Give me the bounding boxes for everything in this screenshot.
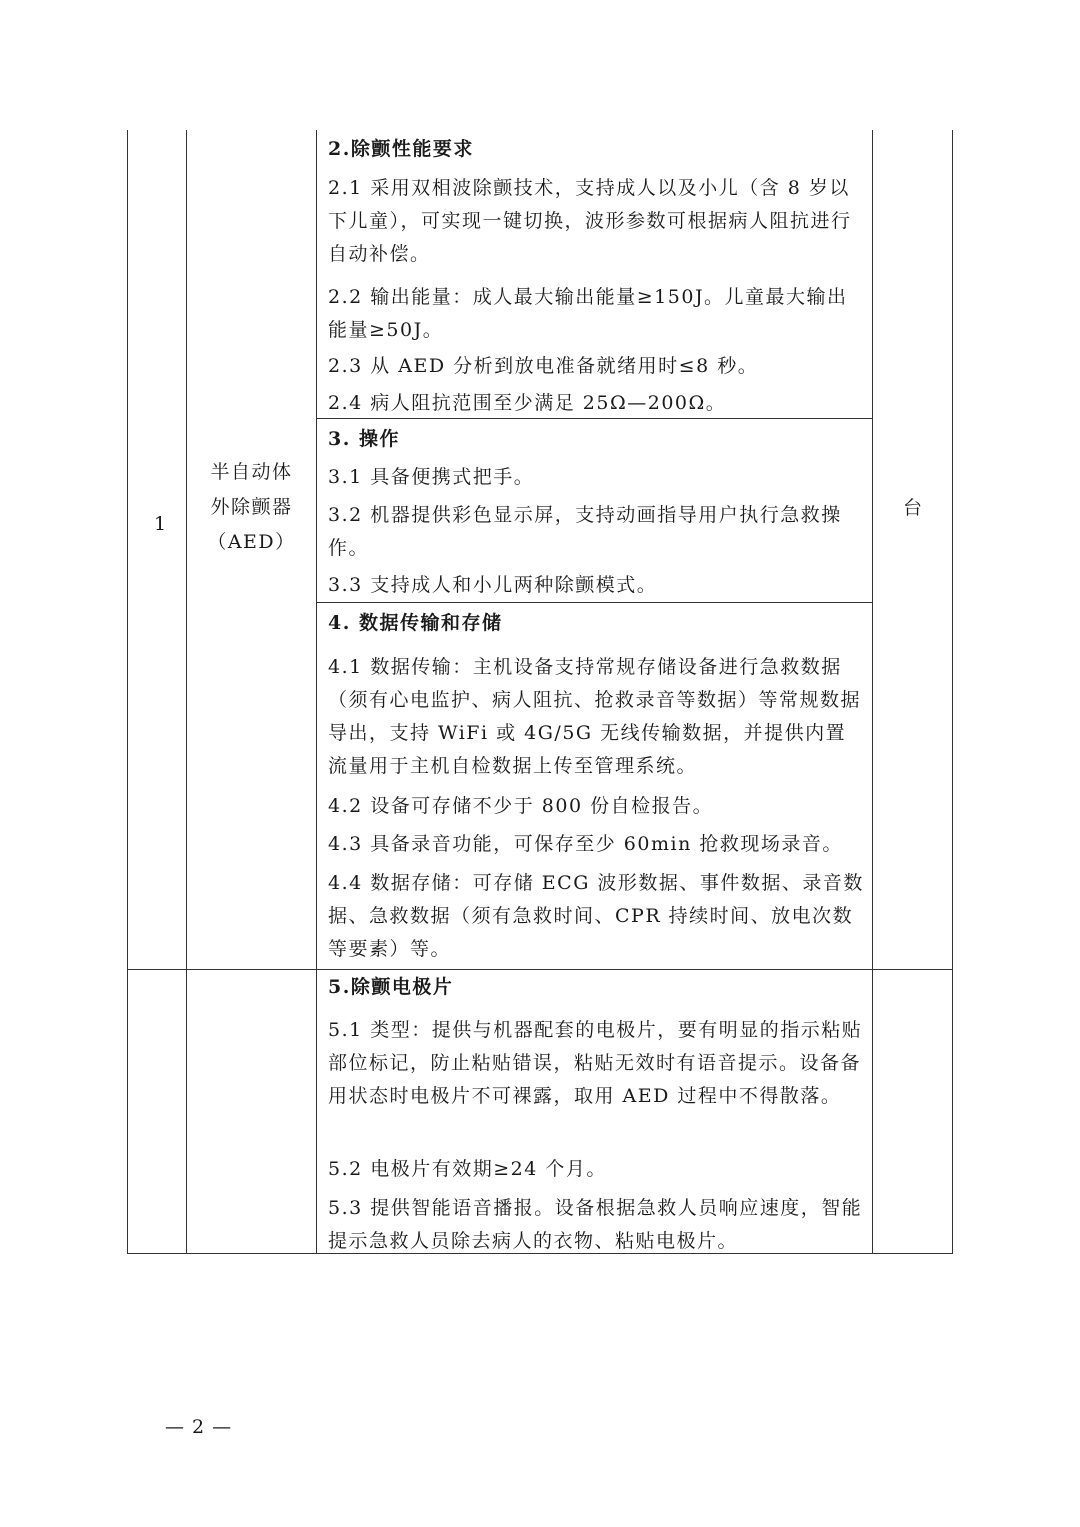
page-number: — 2 — — [165, 1416, 233, 1438]
row1-item-name — [187, 455, 316, 560]
spec-item-3-1: 3.1 具备便携式把手。 — [328, 466, 535, 488]
table-col-divider-2 — [316, 130, 317, 1254]
table-border-right — [952, 130, 953, 1254]
spec-item-5-3: 5.3 提供智能语音播报。设备根据急救人员响应速度，智能提示急救人员除去病人的衣物、粘贴电极片。 — [328, 1197, 863, 1252]
spec-item-2-4: 2.4 病人阻抗范围至少满足 25Ω—200Ω。 — [328, 392, 727, 414]
spec-item-4-2: 4.2 设备可存储不少于 800 份自检报告。 — [328, 795, 714, 817]
spec-item-4-3: 4.3 具备录音功能，可保存至少 60min 抢救现场录音。 — [328, 833, 843, 855]
item-name-line: 半自动体 — [210, 461, 293, 483]
section-2-heading: 2.除颤性能要求 — [328, 138, 474, 160]
spec-item-3-3: 3.3 支持成人和小儿两种除颤模式。 — [328, 574, 658, 596]
section-4-heading: 4. 数据传输和存储 — [328, 612, 503, 634]
table-col-divider-3 — [872, 130, 873, 1254]
spec-item-4-4: 4.4 数据存储：可存储 ECG 波形数据、事件数据、录音数据、急救数据（须有急救时间、CPR 持续时间、放电次数等要素）等。 — [328, 872, 864, 960]
item-name-line: （AED） — [207, 531, 296, 553]
spec-item-3-2: 3.2 机器提供彩色显示屏，支持动画指导用户执行急救操作。 — [328, 504, 842, 559]
item-name-line: 外除颤器 — [210, 496, 293, 518]
row1-index: 1 — [154, 513, 168, 535]
row1-unit: 台 — [903, 497, 924, 519]
row-divider — [127, 969, 953, 970]
spec-item-2-3: 2.3 从 AED 分析到放电准备就绪用时≤8 秒。 — [328, 355, 759, 377]
table-col-divider-1 — [186, 130, 187, 1254]
spec-item-4-1: 4.1 数据传输：主机设备支持常规存储设备进行急救数据（须有心电监护、病人阻抗、抢救录音等数据）等常规数据导出，支持 WiFi 或 4G/5G 无线传输数据，并提供内置流量用于主机自检数据上传至管理系统。 — [328, 656, 862, 777]
spec-item-5-1: 5.1 类型：提供与机器配套的电极片，要有明显的指示粘贴部位标记，防止粘贴错误，粘贴无效时有语音提示。设备备用状态时电极片不可裸露，取用 AED 过程中不得散落。 — [328, 1019, 863, 1107]
section-divider-4 — [316, 602, 873, 603]
table-border-left — [127, 130, 128, 1254]
spec-item-2-2: 2.2 输出能量：成人最大输出能量≥150J。儿童最大输出能量≥50J。 — [328, 286, 848, 341]
section-5-heading: 5.除颤电极片 — [328, 976, 454, 998]
section-3-heading: 3. 操作 — [328, 428, 400, 450]
spec-item-5-2: 5.2 电极片有效期≥24 个月。 — [328, 1158, 607, 1180]
spec-item-2-1: 2.1 采用双相波除颤技术，支持成人以及小儿（含 8 岁以下儿童），可实现一键切换，波形参数可根据病人阻抗进行自动补偿。 — [328, 177, 852, 265]
